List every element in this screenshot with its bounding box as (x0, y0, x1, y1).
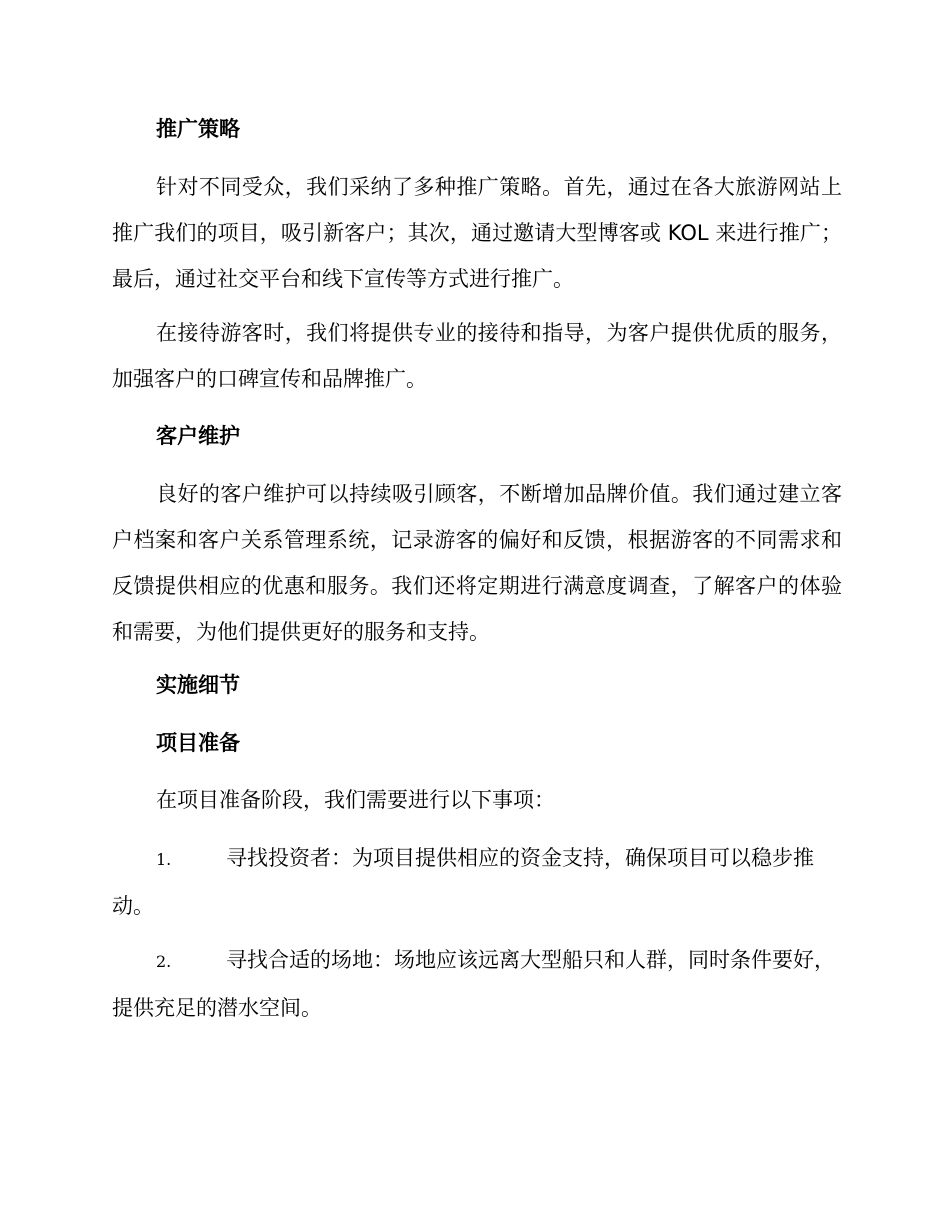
list-item-text: 寻找合适的场地：场地应该远离大型船只和人群，同时条件要好，提供充足的潜水空间。 (112, 948, 835, 1020)
paragraph-promotion-strategies: 针对不同受众，我们采纳了多种推广策略。首先，通过在各大旅游网站上推广我们的项目，吸引新客户；其次，通过邀请大型博客或 KOL 来进行推广；最后，通过社交平台和线下宣传等方式进行推广。 (112, 175, 842, 291)
paragraph-customer-maintenance: 良好的客户维护可以持续吸引顾客，不断增加品牌价值。我们通过建立客户档案和客户关系管理系统，记录游客的偏好和反馈，根据游客的不同需求和反馈提供相应的优惠和服务。我们还将定期进行满意度调查，了解客户的体验和需要，为他们提供更好的服务和支持。 (112, 482, 842, 644)
paragraph-preparation-intro: 在项目准备阶段，我们需要进行以下事项： (156, 788, 555, 812)
list-item-number: 2. (156, 952, 172, 971)
list-item-number: 1. (156, 850, 172, 869)
heading-implementation-details: 实施细节 (156, 673, 240, 697)
paragraph-reception-service: 在接待游客时，我们将提供专业的接待和指导，为客户提供优质的服务，加强客户的口碑宣传和品牌推广。 (112, 321, 842, 391)
list-item (112, 937, 842, 1031)
heading-project-preparation: 项目准备 (156, 731, 240, 755)
list-item-text: 寻找投资者：为项目提供相应的资金支持，确保项目可以稳步推动。 (112, 846, 814, 918)
list-item (112, 835, 842, 929)
heading-promotion-strategy: 推广策略 (156, 117, 240, 141)
heading-customer-maintenance: 客户维护 (156, 424, 240, 448)
